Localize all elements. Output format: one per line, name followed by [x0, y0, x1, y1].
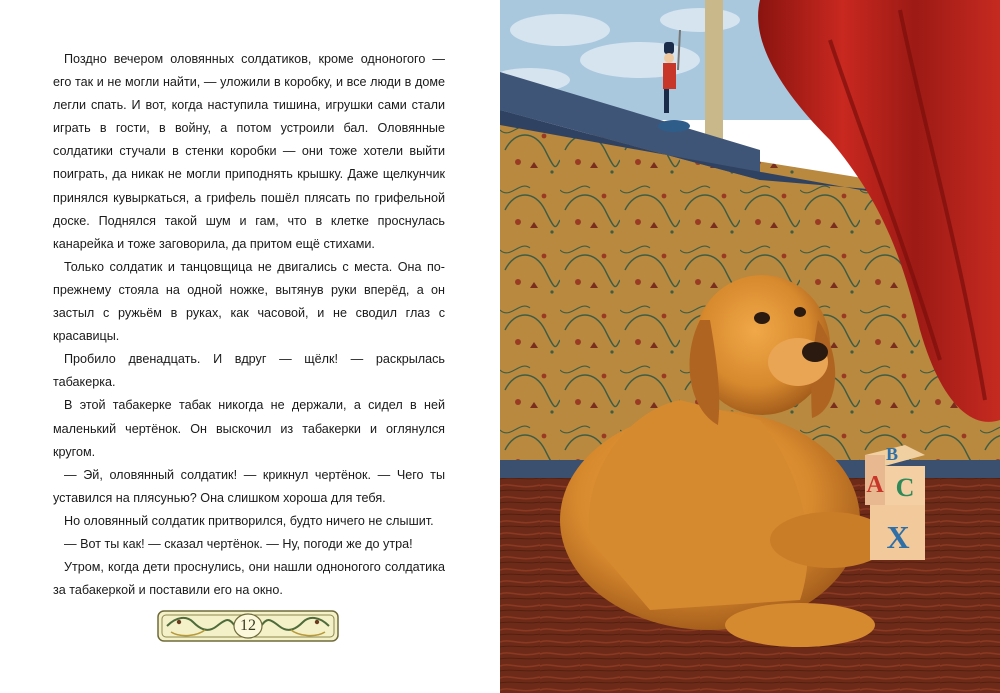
paragraph: Только солдатик и танцовщица не двигались с места. Она по-прежнему стояла на одной ножке, вытянув руки вперёд, а он застыл с ружьём в руках, как часовой, и не сводил глаз с красавицы.	[53, 259, 445, 344]
paragraph: В этой табакерке табак никогда не держали, а сидел в ней маленький чертёнок. Он выскочил из табакерки и оглянулся кругом.	[53, 398, 445, 459]
story-text	[53, 48, 445, 602]
page-number-ornament	[157, 608, 339, 644]
block-letter: B	[885, 444, 899, 464]
block-letter: A	[866, 472, 884, 498]
block-letter: X	[886, 519, 910, 555]
paragraph: Утром, когда дети проснулись, они нашли одноногого солдатика за табакеркой и поставили его на окно.	[53, 560, 445, 598]
illustration	[500, 0, 1000, 693]
page-number: 12	[240, 617, 256, 634]
paragraph: Пробило двенадцать. И вдруг — щёлк! — раскрылась табакерка.	[53, 352, 445, 390]
paragraph: — Эй, оловянный солдатик! — крикнул чертёнок. — Чего ты уставился на плясунью? Она слишком хороша для тебя.	[53, 467, 445, 505]
paragraph: — Вот ты как! — сказал чертёнок. — Ну, погоди же до утра!	[64, 536, 413, 551]
block-letter: C	[895, 473, 915, 502]
dog-illustration	[500, 0, 1000, 693]
paragraph: Поздно вечером оловянных солдатиков, кроме одноногого — его так и не могли найти, — уложили в коробку, и все люди в доме легли спать. И вот, когда наступила тишина, игрушки сами стали играть в гости, в войну, а потом устроили бал. Оловянные солдатики стучали в стенки коробки — они тоже хотели выйти поиграть, да никак не могли приподнять крышку. Даже щелкунчик принялся кувыркаться, а грифель пошёл плясать по грифельной доске. Поднялся такой шум и гам, что в клетке проснулась канарейка и тоже заговорила, да притом ещё стихами.	[53, 52, 445, 251]
paragraph: Но оловянный солдатик притворился, будто ничего не слышит.	[64, 513, 434, 528]
